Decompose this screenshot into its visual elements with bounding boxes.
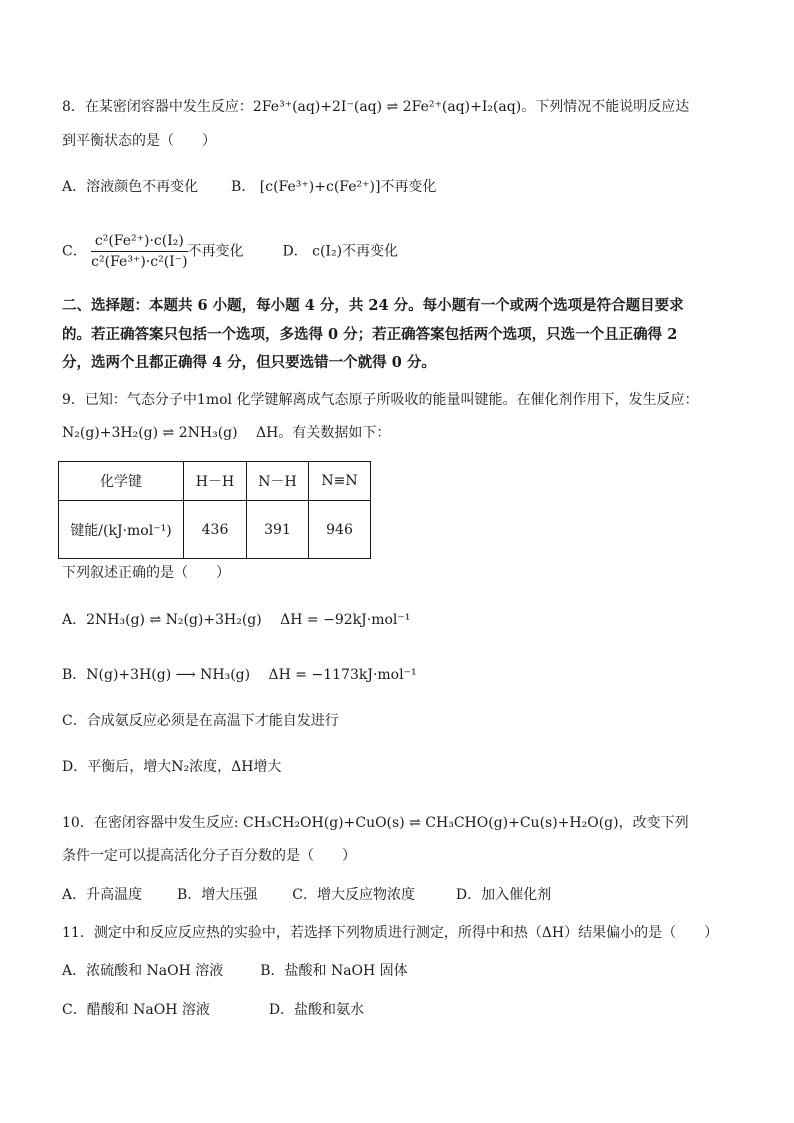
q10-stem-tail: ，改变下列 <box>618 815 689 831</box>
q10-stem-prefix: 10．在密闭容器中发生反应: <box>62 815 239 831</box>
q9-option-b <box>62 665 417 685</box>
q11-stem: 11．测定中和反应反应热的实验中，若选择下列物质进行测定，所得中和热（ΔH）结果偏小的是（ ） <box>62 925 719 941</box>
table-row <box>59 501 371 559</box>
q9-option-a-text: 2NH₃(g) ⇌ N₂(g)+3H₂(g) ΔH = −92kJ·mol⁻¹ <box>86 612 411 628</box>
q9-option-d-mid: 浓度， <box>189 759 232 775</box>
table-header-bond: 化学键 <box>59 462 184 501</box>
q9-stem-line1: 9．已知：气态分子中1mol 化学键解离成气态原子所吸收的能量叫键能。在催化剂作用下，发生反应： <box>62 392 699 408</box>
table-header-nn: N≡N <box>309 462 371 501</box>
bond-energy-table <box>58 461 371 559</box>
section2-line2: 的。若正确答案只包括一个选项，多选得 0 分；若正确答案包括两个选项，只选一个且正确得 2 <box>62 326 678 343</box>
q9-after-table: 下列叙述正确的是（ ） <box>62 565 230 581</box>
table-header-row <box>59 462 371 501</box>
q8-option-b-expr: [c(Fe³⁺)+c(Fe²⁺)] <box>259 179 381 195</box>
q8-option-c-numerator: c²(Fe²⁺)·c(I₂) <box>91 232 187 252</box>
q11-option-c: C．醋酸和 NaOH 溶液 <box>62 1002 210 1018</box>
q10-option-a: A．升高温度 <box>62 887 143 903</box>
q8-stem-text: 8．在某密闭容器中发生反应： <box>62 99 253 115</box>
q9-option-d <box>62 757 281 777</box>
q10-option-b: B．增大压强 <box>177 887 258 903</box>
section2-line3: 分，选两个且都正确得 4 分，但只要选错一个就得 0 分。 <box>62 354 436 371</box>
q8-stem-line2: 到平衡状态的是（ ） <box>62 133 216 149</box>
q9-reaction: N₂(g)+3H₂(g) ⇌ 2NH₃(g) ΔH <box>62 425 279 441</box>
q9-option-d-dh: ΔH <box>231 759 254 775</box>
q11-options-cd <box>62 1000 364 1020</box>
q8-option-d-suffix: 不再变化 <box>342 243 399 260</box>
q9-option-a-prefix: A． <box>62 612 87 628</box>
q10-reaction: CH₃CH₂OH(g)+CuO(s) ⇌ CH₃CHO(g)+Cu(s)+H₂O(g) <box>242 815 619 831</box>
q8-options-ab <box>62 177 436 197</box>
q8-option-d-expr: c(I₂) <box>312 243 343 260</box>
q8-option-c-suffix: 不再变化 <box>187 243 244 260</box>
q10-stem-line1 <box>62 813 689 833</box>
q8-options-cd <box>62 232 398 271</box>
q8-option-c-fraction <box>91 232 187 271</box>
q11-option-a: A．浓硫酸和 NaOH 溶液 <box>62 963 224 979</box>
q9-option-b-text: N(g)+3H(g) ⟶ NH₃(g) ΔH = −1173kJ·mol⁻¹ <box>86 667 417 683</box>
q9-option-b-prefix: B． <box>62 667 87 683</box>
q8-stem-tail: 。下列情况不能说明反应达 <box>521 99 690 115</box>
q8-option-b-suffix: 不再变化 <box>380 179 437 195</box>
q10-option-c: C．增大反应物浓度 <box>292 887 415 903</box>
table-cell-nh: 391 <box>247 501 309 559</box>
section2-line1: 二、选择题：本题共 6 小题，每小题 4 分，共 24 分。每小题有一个或两个选项是符合题目要求 <box>62 297 684 314</box>
table-cell-hh: 436 <box>184 501 247 559</box>
q8-option-c-denominator: c²(Fe³⁺)·c²(I⁻) <box>91 254 188 270</box>
q8-reaction: 2Fe³⁺(aq)+2I⁻(aq) ⇌ 2Fe²⁺(aq)+I₂(aq) <box>252 99 522 115</box>
q11-option-b: B．盐酸和 NaOH 固体 <box>260 963 408 979</box>
q11-options-ab <box>62 961 408 981</box>
q8-stem-line1 <box>62 97 689 117</box>
q10-options <box>62 885 551 905</box>
table-header-nh: N－H <box>247 462 309 501</box>
q8-option-b-prefix: B． <box>231 179 256 195</box>
q9-option-d-suffix: 增大 <box>253 759 282 775</box>
table-header-hh: H－H <box>184 462 247 501</box>
q10-stem-line2: 条件一定可以提高活化分子百分数的是（ ） <box>62 848 356 864</box>
q9-stem-tail: 。有关数据如下： <box>278 425 391 441</box>
table-cell-nn: 946 <box>309 501 371 559</box>
q8-option-d-prefix: D． <box>282 243 308 260</box>
q9-option-d-n2: N₂ <box>171 759 190 775</box>
q11-option-d: D．盐酸和氨水 <box>268 1002 365 1018</box>
q9-option-a <box>62 610 410 630</box>
q8-option-a: A．溶液颜色不再变化 <box>62 179 199 195</box>
q9-option-d-prefix: D．平衡后，增大 <box>62 759 172 775</box>
q10-option-d: D．加入催化剂 <box>455 887 552 903</box>
table-row-label: 键能/(kJ·mol⁻¹) <box>59 501 184 559</box>
q9-option-c: C．合成氨反应必须是在高温下才能自发进行 <box>62 713 339 729</box>
q9-stem-line2 <box>62 423 390 443</box>
q8-option-c-prefix: C． <box>62 243 87 260</box>
